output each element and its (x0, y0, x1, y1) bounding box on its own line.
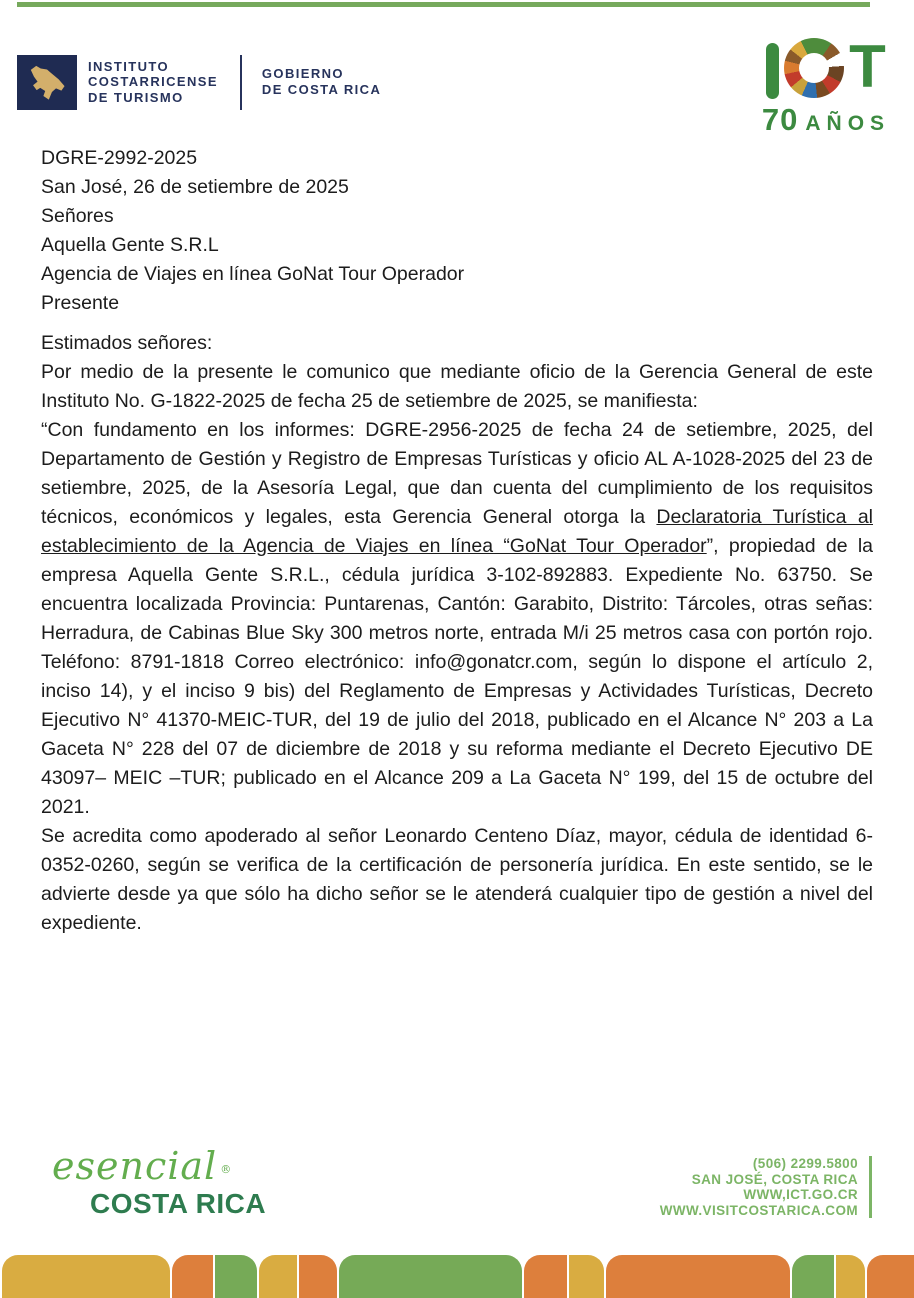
strip-block-orange (524, 1255, 567, 1298)
recipient-line: Agencia de Viajes en línea GoNat Tour Operador (41, 263, 465, 285)
strip-block-green (339, 1255, 522, 1298)
government-name-line: DE COSTA RICA (261, 82, 382, 97)
ict-institutional-logo (17, 54, 381, 110)
government-name-line: GOBIERNO (261, 65, 344, 81)
contact-city: SAN JOSÉ, COSTA RICA (691, 1171, 858, 1187)
ict-logo-collage-ring-icon (784, 38, 844, 98)
strip-block-green (792, 1255, 834, 1298)
institute-name (88, 59, 218, 106)
contact-divider (869, 1156, 872, 1218)
costa-rica-wordmark: COSTA RICA (90, 1188, 267, 1219)
contact-info (660, 1156, 858, 1218)
ict-logo-letter-i (766, 43, 779, 99)
header-divider (240, 55, 242, 110)
registered-mark: ® (220, 1163, 233, 1176)
esencial-costa-rica-logo (52, 1146, 266, 1220)
contact-phone: (506) 2299.5800 (752, 1156, 858, 1171)
letter-body (41, 144, 873, 938)
ict-70-anos-label (747, 102, 905, 138)
costa-rica-map-icon (17, 55, 77, 110)
strip-block-gold (259, 1255, 297, 1298)
strip-block-gold (2, 1255, 170, 1298)
strip-block-orange (867, 1255, 914, 1298)
ict-anos-word: AÑOS (805, 112, 891, 135)
government-name (262, 66, 381, 99)
recipient-line: Señores (41, 205, 114, 227)
salutation: Estimados señores: (41, 332, 213, 354)
strip-block-orange (172, 1255, 213, 1298)
ict-logo-letter-t: T (849, 33, 886, 100)
date-line: San José, 26 de setiembre de 2025 (41, 176, 349, 198)
strip-block-orange (606, 1255, 790, 1298)
reference-number: DGRE-2992-2025 (41, 147, 198, 169)
final-paragraph: Se acredita como apoderado al señor Leonardo Centeno Díaz, mayor, cédula de identidad 6-0352-0260, según se verifica de la certificación de personería jurídica. En este sentido, se le advierte desde ya que sólo ha dicho señor se le atenderá cualquier tipo de gestión a nivel del expediente. (41, 825, 873, 934)
quote-text-after: ”, propiedad de la empresa Aquella Gente S.R.L., cédula jurídica 3-102-892883. Expediente No. 63750. Se encuentra localizada Provincia: Puntarenas, Cantón: Garabito, Distrito: Tárcoles, otras señas: Herradura, de Cabinas Blue Sky 300 metros norte, entrada M/i 25 metros casa con portón rojo. Teléfono: 8791-1818 Correo electrónico: info@gonatcr.com, según lo dispone el artículo 2, inciso 14), y el inciso 9 bis) del Reglamento de Empresas y Actividades Turísticas, Decreto Ejecutivo N° 41370-MEIC-TUR, del 19 de julio del 2018, publicado en el Alcance N° 203 a La Gaceta N° 228 del 07 de diciembre de 2018 y su reforma mediante el Decreto Ejecutivo DE 43097– MEIC –TUR; publicado en el Alcance 209 a La Gaceta N° 199, del 15 de octubre del 2021. (41, 535, 873, 818)
esencial-script-word (52, 1146, 266, 1190)
strip-block-orange (299, 1255, 337, 1298)
quote-text-before: “Con fundamento en los informes: DGRE-2956-2025 de fecha 24 de setiembre, 2025, del Departamento de Gestión y Registro de Empresas Turísticas y oficio AL A-1028-2025 del 23 de setiembre, 2025, de la Asesoría Legal, que dan cuenta del cumplimiento de los requisitos técnicos, económicos y legales, esta Gerencia General otorga la (41, 419, 873, 528)
ict-70-anniversary-logo (747, 33, 905, 138)
institute-name-line: COSTARRICENSE (88, 74, 218, 90)
quote-paragraph (41, 416, 873, 822)
bottom-decorative-strip (0, 1255, 914, 1298)
recipient-line: Aquella Gente S.R.L (41, 234, 219, 256)
footer-contact-block (660, 1156, 872, 1218)
top-accent-bar (17, 2, 870, 7)
institute-name-line: DE TURISMO (88, 89, 184, 105)
recipient-line: Presente (41, 292, 120, 314)
contact-website-ict: WWW,ICT.GO.CR (743, 1187, 858, 1202)
ict-70-number: 70 (761, 102, 799, 137)
strip-block-gold (569, 1255, 604, 1298)
ict-logo-ring-hole (799, 53, 829, 83)
strip-block-gold (836, 1255, 865, 1298)
institute-name-line: INSTITUTO (88, 58, 169, 74)
esencial-word: esencial (52, 1144, 218, 1188)
strip-block-green (215, 1255, 257, 1298)
contact-website-visit: WWW.VISITCOSTARICA.COM (659, 1202, 858, 1218)
ict-logo-letters (747, 33, 905, 102)
intro-paragraph: Por medio de la presente le comunico que mediante oficio de la Gerencia General de este Instituto No. G-1822-2025 de fecha 25 de setiembre de 2025, se manifiesta: (41, 361, 873, 412)
underlined-declaration: Declaratoria Turística al establecimiento de la Agencia de Viajes en línea “GoNat Tour Operador (41, 506, 873, 557)
recipient-block (41, 202, 873, 318)
